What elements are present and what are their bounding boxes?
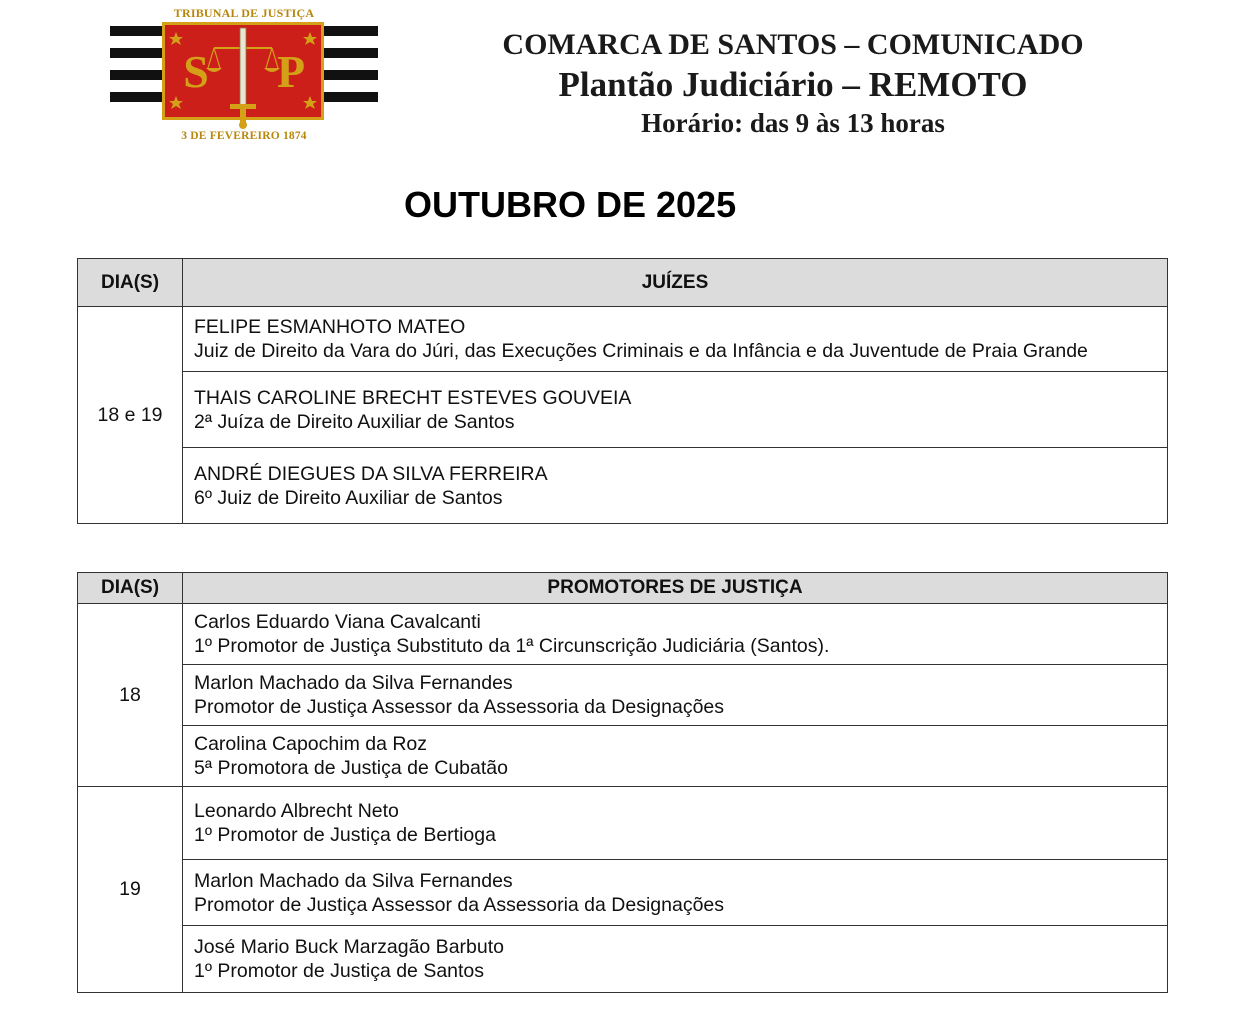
person-name: ANDRÉ DIEGUES DA SILVA FERREIRA [194, 462, 548, 485]
promoters-day-cell: 18 [78, 604, 183, 787]
person-role: Juiz de Direito da Vara do Júri, das Execuções Criminais e da Infância e da Juventude de Praia Grande [194, 340, 1088, 362]
person-name: Leonardo Albrecht Neto [194, 800, 399, 822]
promoter-entry [183, 726, 1168, 787]
promoter-entry [183, 604, 1168, 665]
header-horario: Horário: das 9 às 13 horas [641, 108, 945, 138]
logo-letter-right: P [276, 46, 306, 97]
document-header [430, 26, 1156, 140]
promoters-day-cell: 19 [78, 787, 183, 993]
table-row [78, 860, 1168, 926]
table-row [78, 665, 1168, 726]
month-title: OUTUBRO DE 2025 [404, 184, 737, 225]
judges-day-cell: 18 e 19 [78, 307, 183, 524]
judges-col-main: JUÍZES [183, 259, 1168, 307]
judges-header-row [78, 259, 1168, 307]
person-name: THAIS CAROLINE BRECHT ESTEVES GOUVEIA [194, 386, 632, 409]
person-name: Carlos Eduardo Viana Cavalcanti [194, 611, 481, 633]
judge-entry [183, 372, 1168, 448]
judge-entry [183, 448, 1168, 524]
table-row [78, 372, 1168, 448]
logo-emblem [110, 4, 378, 146]
table-row [78, 726, 1168, 787]
judge-entry [183, 307, 1168, 372]
table-row [78, 448, 1168, 524]
promoters-col-main: PROMOTORES DE JUSTIÇA [183, 573, 1168, 604]
tribunal-logo [110, 4, 378, 146]
promoter-entry [183, 665, 1168, 726]
logo-letter-left: S [183, 46, 209, 97]
judges-table [77, 258, 1168, 524]
person-role: 1º Promotor de Justiça de Santos [194, 960, 485, 982]
person-role: Promotor de Justiça Assessor da Assessoria da Designações [194, 893, 725, 916]
table-row [78, 787, 1168, 860]
logo-bottom-text: 3 DE FEVEREIRO 1874 [181, 130, 307, 142]
person-name: Marlon Machado da Silva Fernandes [194, 869, 513, 892]
person-name: Carolina Capochim da Roz [194, 733, 428, 755]
promoter-entry [183, 787, 1168, 860]
person-name: José Mario Buck Marzagão Barbuto [194, 936, 504, 958]
promoters-header-row [78, 573, 1168, 604]
person-role: 1º Promotor de Justiça de Bertioga [194, 824, 496, 846]
person-role: 5ª Promotora de Justiça de Cubatão [194, 757, 508, 779]
logo-top-text: TRIBUNAL DE JUSTIÇA [173, 6, 315, 20]
promoter-entry [183, 860, 1168, 926]
table-row [78, 307, 1168, 372]
person-role: 1º Promotor de Justiça Substituto da 1ª Circunscrição Judiciária (Santos). [194, 635, 830, 657]
promoters-table [77, 572, 1168, 993]
person-role: 2ª Juíza de Direito Auxiliar de Santos [194, 410, 515, 433]
person-name: Marlon Machado da Silva Fernandes [194, 672, 513, 694]
judges-col-day: DIA(S) [78, 259, 183, 307]
header-plantao: Plantão Judiciário – REMOTO [558, 65, 1028, 104]
table-row [78, 604, 1168, 665]
promoter-entry [183, 926, 1168, 993]
table-row [78, 926, 1168, 993]
person-role: Promotor de Justiça Assessor da Assessoria da Designações [194, 696, 725, 718]
promoters-col-day: DIA(S) [78, 573, 183, 604]
person-role: 6º Juiz de Direito Auxiliar de Santos [194, 486, 503, 509]
person-name: FELIPE ESMANHOTO MATEO [194, 316, 466, 338]
header-comarca: COMARCA DE SANTOS – COMUNICADO [502, 28, 1084, 61]
